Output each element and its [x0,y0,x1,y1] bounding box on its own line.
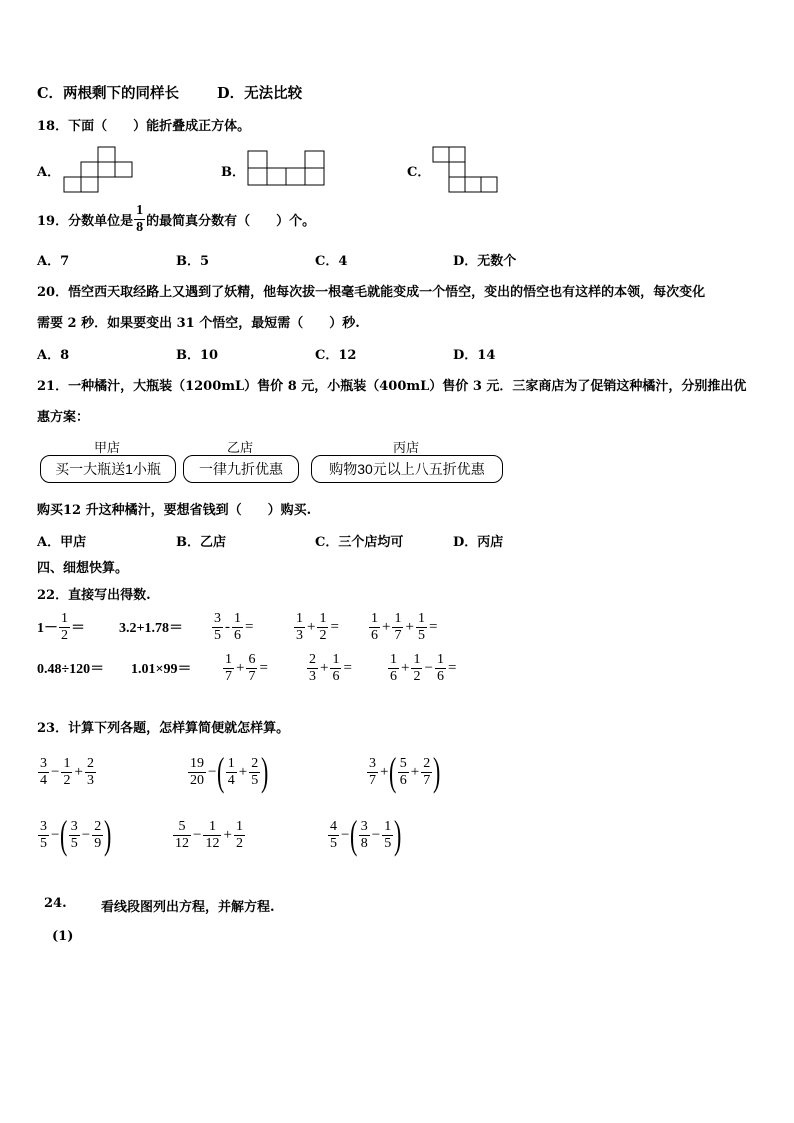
frac-d: 5 [384,835,392,851]
frac-d: 5 [214,627,221,643]
operator: + [74,763,83,780]
frac-d: 12 [175,835,189,851]
q19-frac-denominator: 8 [136,220,144,235]
q20-option-d: D．14 [453,348,496,363]
frac-n: 2 [309,651,316,667]
q24-subpart-1: (1) [52,929,74,944]
operator: − [424,659,433,676]
shop-offer-jia: 买一大瓶送1小瓶 [40,455,176,483]
frac-n: 6 [248,651,256,667]
frac-n: 1 [371,610,378,626]
q22-expr-7 [131,649,191,687]
frac-d: 2 [63,772,71,788]
shop-name-yi: 乙店 [226,440,253,455]
frac-d: 12 [205,835,220,851]
equals: = [330,618,339,635]
operator: + [320,659,329,676]
frac-d: 5 [70,835,78,851]
frac-n: 2 [94,818,102,834]
q22-expr-8 [222,649,269,687]
frac-d: 5 [40,835,47,851]
equals: = [259,659,268,676]
q23-problem-4 [37,812,112,857]
frac-d: 6 [390,668,397,684]
frac-n: 3 [70,818,78,834]
operator: - [225,618,230,635]
frac-d: 3 [296,627,303,643]
frac-d: 7 [225,668,232,684]
frac-n: 1 [332,651,340,667]
frac-d: 7 [369,772,376,788]
frac-n: 1 [296,610,303,626]
q23-stem: 23．计算下列各题，怎样算简便就怎样算。 [37,721,290,736]
frac-n: 1 [394,610,402,626]
q19-option-d: D．无数个 [453,254,517,269]
frac-d: 6 [371,627,378,643]
operator: − [208,763,217,780]
q21-option-d: D．丙店 [453,535,504,550]
q23-problem-3 [366,749,441,794]
operator: + [307,618,316,635]
q22-expr-2 [119,608,183,646]
q23-problem-5 [172,815,246,855]
frac-n: 2 [251,755,259,771]
left-paren: ( [389,749,397,794]
frac-d: 3 [86,772,94,788]
frac-d: 7 [394,627,402,643]
frac-d: 2 [61,627,68,643]
operator: − [51,763,60,780]
frac-d: 6 [234,627,241,643]
q18-net-a [62,146,136,194]
q22-stem: 22．直接写出得数. [37,588,151,603]
right-paren: ) [104,812,112,857]
q22-expr-1 [37,608,85,646]
frac-n: 1 [413,651,421,667]
frac-n: 1 [384,818,392,834]
left-paren: ( [217,749,225,794]
frac-d: 2 [319,627,327,643]
frac-n: 4 [330,818,337,834]
right-paren: ) [394,812,402,857]
frac-d: 3 [309,668,316,684]
q23-problem-2 [187,749,269,794]
frac-n: 19 [190,755,204,771]
q22-e6-text: 0.48÷120＝ [37,662,105,677]
frac-n: 3 [40,818,47,834]
frac-n: 2 [423,755,431,771]
q19-option-c: C．4 [315,254,348,269]
operator: + [223,826,232,843]
shop-name-jia: 甲店 [93,440,120,455]
q22-expr-3 [211,608,254,646]
q19-stem-suffix: 的最简真分数有（ ）个。 [146,214,316,229]
operator: + [401,659,410,676]
q21-line-1: 21．一种橘汁，大瓶装（1200mL）售价 8 元，小瓶装（400mL）售价 3 元．三家商店为了促销这种橘汁，分别推出优 [37,379,747,394]
frac-n: 1 [235,818,243,834]
frac-d: 2 [235,835,243,851]
equals: = [447,659,457,676]
shop-name-bing: 丙店 [392,440,419,455]
q22-expr-6 [37,649,104,687]
frac-d: 4 [227,772,235,788]
q18-option-c-label: C． [407,165,431,180]
frac-d: 20 [190,772,204,788]
frac-d: 6 [436,668,444,684]
frac-d: 5 [251,772,259,788]
q21-option-c: C．三个店均可 [315,535,404,550]
q22-e1-frac [59,611,70,644]
q20-option-c: C．12 [315,348,357,363]
q24-number: 24. [44,896,67,911]
q19-frac-numerator: 1 [136,203,144,218]
q22-e7-text: 1.01×99＝ [131,662,192,677]
frac-n: 3 [214,610,221,626]
frac-d: 6 [332,668,340,684]
q24-stem: 看线段图列出方程，并解方程. [101,900,275,915]
right-paren: ) [261,749,269,794]
equals: = [343,659,352,676]
q19-fraction [134,203,145,236]
q20-line-1: 20．悟空西天取经路上又遇到了妖精，他每次拔一根毫毛就能变成一个悟空，变出的悟空也有这样的本领，每次变化 [37,285,706,300]
operator: − [81,826,91,843]
q20-option-a: A．8 [37,348,70,363]
q21-option-b: B．乙店 [176,535,226,550]
q17-option-d: D．无法比较 [217,85,303,102]
q19-stem-prefix: 19．分数单位是 [37,214,134,229]
operator: − [193,826,202,843]
q22-e2-text: 3.2+1.78＝ [119,621,183,636]
frac-n: 2 [86,755,94,771]
operator: + [380,763,389,780]
frac-d: 8 [360,835,368,851]
operator: + [410,763,420,780]
q18-net-c [431,146,499,194]
frac-n: 1 [390,651,397,667]
q19-stem [37,203,315,236]
operator: + [405,618,414,635]
q23-problem-1 [37,752,97,792]
q21-line-2: 惠方案： [37,410,90,425]
frac-n: 1 [417,610,425,626]
q18-net-b [246,150,326,188]
q17-option-c: C．两根剩下的同样长 [37,85,180,102]
frac-d: 7 [248,668,256,684]
q18-stem: 18．下面（ ）能折叠成正方体。 [37,119,251,134]
operator: + [236,659,245,676]
frac-n: 3 [360,818,368,834]
frac-d: 9 [94,835,102,851]
q22-expr-10 [387,649,457,687]
q22-expr-9 [306,649,353,687]
q22-expr-4 [293,608,340,646]
right-paren: ) [433,749,441,794]
frac-n: 1 [63,755,71,771]
frac-d: 6 [399,772,407,788]
frac-n: 1 [61,610,68,626]
operator: − [371,826,381,843]
operator: − [51,826,60,843]
q21-option-a: A．甲店 [37,535,87,550]
q20-line-2: 需要 2 秒．如果要变出 31 个悟空，最短需（ ）秒. [37,316,360,331]
equals: = [428,618,438,635]
frac-d: 7 [423,772,431,788]
section-4-title: 四、细想快算。 [37,561,129,576]
frac-n: 1 [234,610,241,626]
q22-e1-equals: ＝ [71,621,85,636]
q21-question: 购买12 升这种橘汁，要想省钱到（ ）购买. [37,503,312,518]
operator: + [238,763,248,780]
q22-expr-5 [368,608,438,646]
frac-n: 1 [436,651,444,667]
frac-d: 5 [417,627,425,643]
frac-n: 5 [399,755,407,771]
operator: + [382,618,391,635]
frac-n: 1 [319,610,327,626]
frac-n: 1 [227,755,235,771]
shop-offer-yi: 一律九折优惠 [183,455,299,483]
frac-n: 3 [40,755,47,771]
frac-d: 5 [330,835,337,851]
frac-d: 4 [40,772,47,788]
q22-e1-prefix: 1－ [37,621,58,636]
q20-option-b: B．10 [176,348,219,363]
operator: − [341,826,350,843]
frac-n: 1 [208,818,216,834]
q18-option-b-label: B． [221,165,245,180]
q18-option-a-label: A． [37,165,61,180]
q19-option-a: A．7 [37,254,70,269]
shop-offer-bing: 购物30元以上八五折优惠 [311,455,503,483]
frac-n: 3 [369,755,376,771]
q23-problem-6 [327,812,402,857]
q19-option-b: B．5 [176,254,210,269]
frac-n: 5 [178,818,186,834]
equals: = [245,618,254,635]
left-paren: ( [60,812,68,857]
frac-n: 1 [225,651,232,667]
left-paren: ( [350,812,358,857]
frac-d: 2 [413,668,421,684]
